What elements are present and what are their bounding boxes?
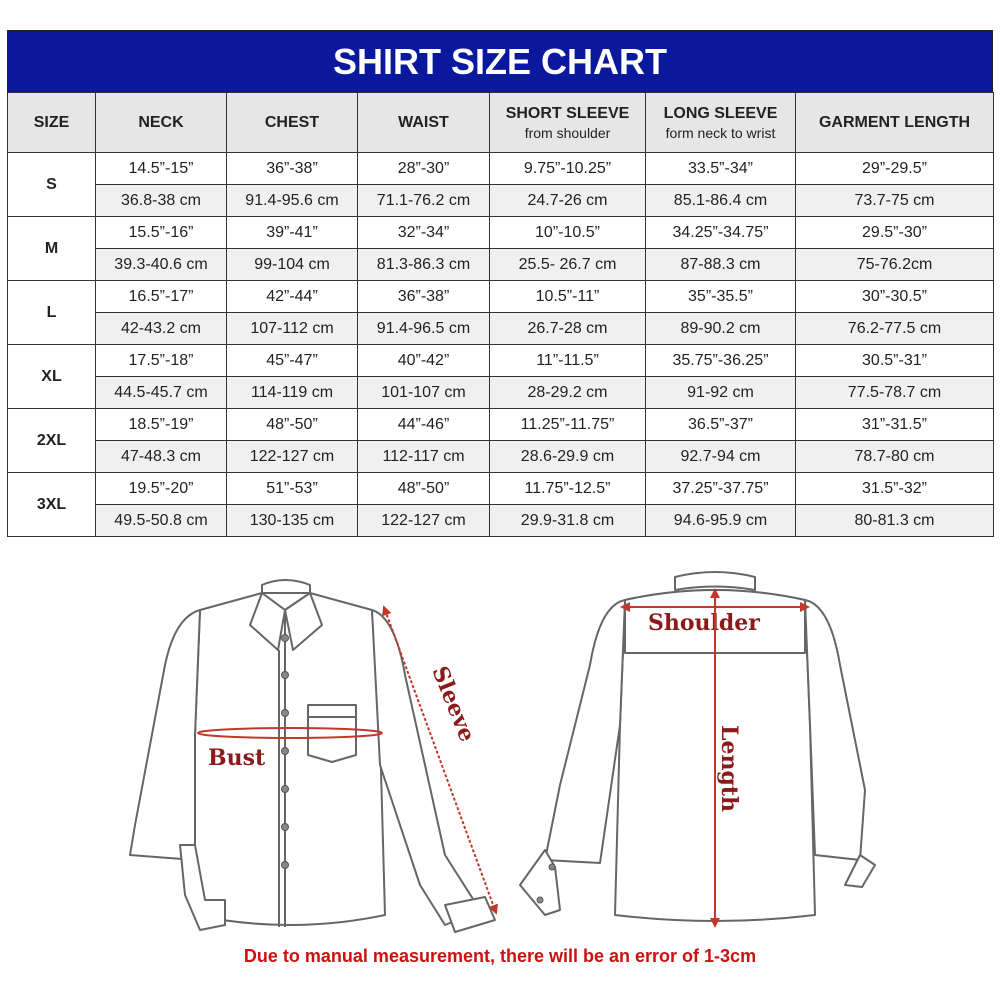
cm-cell: 24.7-26 cm xyxy=(490,185,646,217)
inch-cell: 31.5”-32” xyxy=(796,473,994,505)
inch-cell: 39”-41” xyxy=(227,217,358,249)
table-row xyxy=(8,313,994,345)
table-row xyxy=(8,281,994,313)
table-row xyxy=(8,345,994,377)
header-label: SIZE xyxy=(33,113,70,131)
header-label: SHORT SLEEVE xyxy=(505,104,630,122)
cm-cell: 85.1-86.4 cm xyxy=(646,185,796,217)
inch-cell: 32”-34” xyxy=(358,217,490,249)
table-row xyxy=(8,249,994,281)
cm-cell: 78.7-80 cm xyxy=(796,441,994,473)
cm-cell: 28.6-29.9 cm xyxy=(490,441,646,473)
cm-cell: 130-135 cm xyxy=(227,505,358,537)
cm-cell: 112-117 cm xyxy=(358,441,490,473)
size-cell: M xyxy=(8,217,96,281)
back-right-sleeve xyxy=(805,600,865,860)
inch-cell: 17.5”-18” xyxy=(96,345,227,377)
cm-cell: 73.7-75 cm xyxy=(796,185,994,217)
cm-cell: 77.5-78.7 cm xyxy=(796,377,994,409)
cm-cell: 47-48.3 cm xyxy=(96,441,227,473)
inch-cell: 11”-11.5” xyxy=(490,345,646,377)
inch-cell: 35.75”-36.25” xyxy=(646,345,796,377)
table-row xyxy=(8,505,994,537)
cm-cell: 71.1-76.2 cm xyxy=(358,185,490,217)
header-label: CHEST xyxy=(264,113,320,131)
table-row xyxy=(8,409,994,441)
cm-cell: 101-107 cm xyxy=(358,377,490,409)
inch-cell: 36.5”-37” xyxy=(646,409,796,441)
front-collar-band xyxy=(262,580,310,593)
cm-cell: 80-81.3 cm xyxy=(796,505,994,537)
inch-cell: 36”-38” xyxy=(227,153,358,185)
cm-cell: 91-92 cm xyxy=(646,377,796,409)
table-row xyxy=(8,473,994,505)
inch-cell: 18.5”-19” xyxy=(96,409,227,441)
inch-cell: 37.25”-37.75” xyxy=(646,473,796,505)
inch-cell: 36”-38” xyxy=(358,281,490,313)
size-cell: 2XL xyxy=(8,409,96,473)
inch-cell: 34.25”-34.75” xyxy=(646,217,796,249)
inch-cell: 48”-50” xyxy=(227,409,358,441)
inch-cell: 31”-31.5” xyxy=(796,409,994,441)
inch-cell: 10.5”-11” xyxy=(490,281,646,313)
inch-cell: 11.75”-12.5” xyxy=(490,473,646,505)
inch-cell: 30.5”-31” xyxy=(796,345,994,377)
inch-cell: 30”-30.5” xyxy=(796,281,994,313)
inch-cell: 29.5”-30” xyxy=(796,217,994,249)
header-sublabel: form neck to wrist xyxy=(665,124,776,141)
header-label: WAIST xyxy=(398,113,449,131)
shirt-diagram xyxy=(0,555,1000,945)
cm-cell: 122-127 cm xyxy=(358,505,490,537)
cm-cell: 25.5- 26.7 cm xyxy=(490,249,646,281)
size-table xyxy=(7,92,994,537)
inch-cell: 9.75”-10.25” xyxy=(490,153,646,185)
table-row xyxy=(8,153,994,185)
header-chest xyxy=(227,93,358,153)
inch-cell: 28”-30” xyxy=(358,153,490,185)
inch-cell: 11.25”-11.75” xyxy=(490,409,646,441)
inch-cell: 42”-44” xyxy=(227,281,358,313)
cm-cell: 122-127 cm xyxy=(227,441,358,473)
cm-cell: 36.8-38 cm xyxy=(96,185,227,217)
shoulder-label: Shoulder xyxy=(648,610,760,636)
front-pocket xyxy=(308,705,356,762)
table-row xyxy=(8,377,994,409)
cm-cell: 99-104 cm xyxy=(227,249,358,281)
inch-cell: 15.5”-16” xyxy=(96,217,227,249)
inch-cell: 33.5”-34” xyxy=(646,153,796,185)
header-neck xyxy=(96,93,227,153)
cm-cell: 49.5-50.8 cm xyxy=(96,505,227,537)
cm-cell: 42-43.2 cm xyxy=(96,313,227,345)
table-row xyxy=(8,441,994,473)
cm-cell: 81.3-86.3 cm xyxy=(358,249,490,281)
cm-cell: 29.9-31.8 cm xyxy=(490,505,646,537)
cm-cell: 76.2-77.5 cm xyxy=(796,313,994,345)
inch-cell: 35”-35.5” xyxy=(646,281,796,313)
cm-cell: 26.7-28 cm xyxy=(490,313,646,345)
sleeve-label: Sleeve xyxy=(426,662,481,746)
header-label: LONG SLEEVE xyxy=(663,104,778,122)
cm-cell: 44.5-45.7 cm xyxy=(96,377,227,409)
cm-cell: 75-76.2cm xyxy=(796,249,994,281)
inch-cell: 45”-47” xyxy=(227,345,358,377)
header-sublabel: from shoulder xyxy=(524,124,611,141)
inch-cell: 51”-53” xyxy=(227,473,358,505)
size-cell: XL xyxy=(8,345,96,409)
back-left-sleeve xyxy=(545,600,625,863)
measurement-note: Due to manual measurement, there will be an error of 1-3cm xyxy=(243,946,757,966)
front-right-sleeve xyxy=(372,610,480,925)
length-label: Length xyxy=(716,725,742,813)
front-shirt xyxy=(130,580,495,932)
cm-cell: 89-90.2 cm xyxy=(646,313,796,345)
inch-cell: 16.5”-17” xyxy=(96,281,227,313)
size-cell: S xyxy=(8,153,96,217)
header-long-sleeve xyxy=(646,93,796,153)
inch-cell: 29”-29.5” xyxy=(796,153,994,185)
header-garment-length xyxy=(796,93,994,153)
header-row xyxy=(8,93,994,153)
back-collar xyxy=(675,572,755,590)
header-waist xyxy=(358,93,490,153)
inch-cell: 10”-10.5” xyxy=(490,217,646,249)
inch-cell: 14.5”-15” xyxy=(96,153,227,185)
cm-cell: 87-88.3 cm xyxy=(646,249,796,281)
header-label: NECK xyxy=(138,113,184,131)
bust-label: Bust xyxy=(208,745,266,771)
size-cell: 3XL xyxy=(8,473,96,537)
cm-cell: 91.4-96.5 cm xyxy=(358,313,490,345)
cm-cell: 39.3-40.6 cm xyxy=(96,249,227,281)
header-size xyxy=(8,93,96,153)
cm-cell: 92.7-94 cm xyxy=(646,441,796,473)
chart-title: SHIRT SIZE CHART xyxy=(7,30,993,92)
front-left-sleeve xyxy=(130,610,200,860)
cm-cell: 94.6-95.9 cm xyxy=(646,505,796,537)
cm-cell: 107-112 cm xyxy=(227,313,358,345)
table-row xyxy=(8,217,994,249)
header-short-sleeve xyxy=(490,93,646,153)
inch-cell: 19.5”-20” xyxy=(96,473,227,505)
table-row xyxy=(8,185,994,217)
header-label: GARMENT LENGTH xyxy=(818,113,971,131)
inch-cell: 44”-46” xyxy=(358,409,490,441)
cm-cell: 28-29.2 cm xyxy=(490,377,646,409)
inch-cell: 48”-50” xyxy=(358,473,490,505)
table-body xyxy=(8,153,994,537)
size-cell: L xyxy=(8,281,96,345)
cm-cell: 114-119 cm xyxy=(227,377,358,409)
cm-cell: 91.4-95.6 cm xyxy=(227,185,358,217)
inch-cell: 40”-42” xyxy=(358,345,490,377)
